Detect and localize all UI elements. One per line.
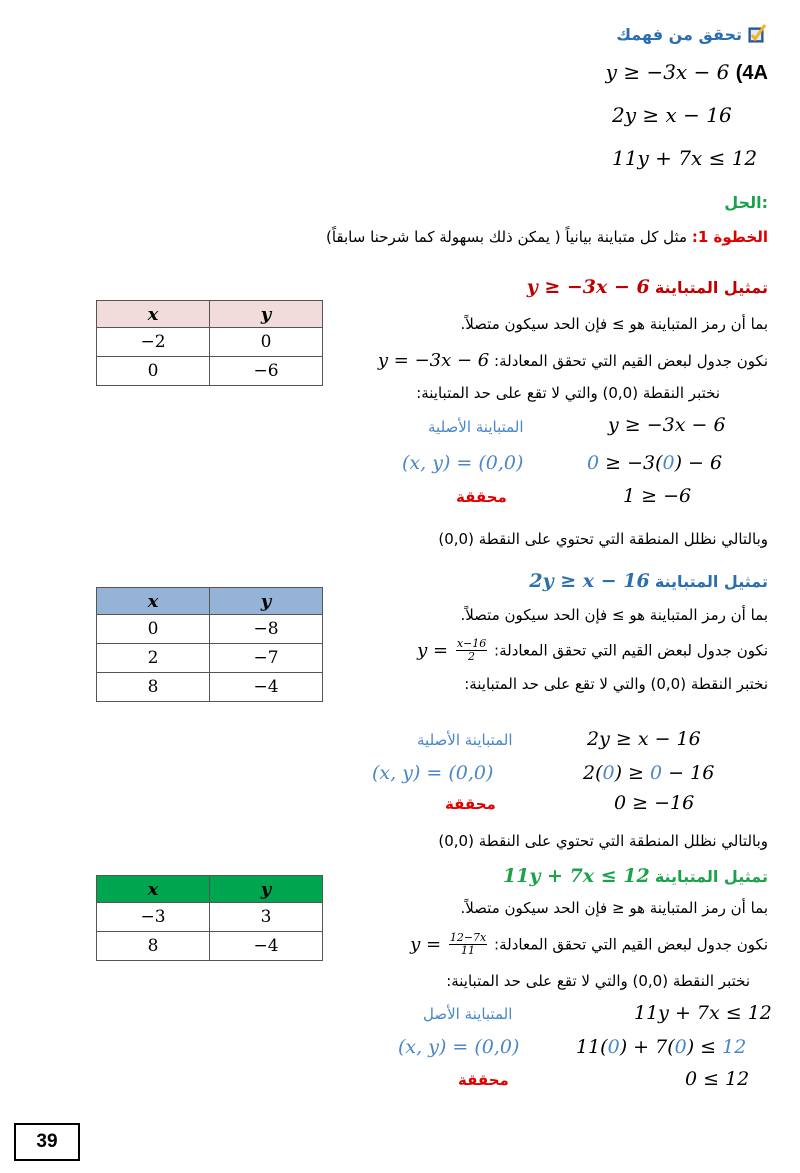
table-cell: 3	[210, 903, 323, 932]
section3-result-label: محققة	[458, 1071, 509, 1089]
page-number: 39	[14, 1123, 80, 1161]
checkbox-icon	[748, 24, 768, 44]
section1-title-text: تمثيل المتباينة	[654, 278, 768, 297]
frac-numerator: 12−7x	[449, 931, 487, 944]
section3-orig-math: 11y + 7x ≤ 12	[634, 1002, 772, 1024]
section2-point: (x, y) = (0,0)	[372, 762, 494, 784]
ineq-a-row	[606, 60, 768, 85]
check-header	[616, 24, 768, 44]
table-header-x: x	[97, 588, 210, 615]
table-cell: 8	[97, 932, 210, 961]
table-cell: −3	[97, 903, 210, 932]
section3-title-text: تمثيل المتباينة	[654, 867, 768, 886]
section3-line1: بما أن رمز المتباينة هو ≤ فإن الحد سيكون متصلاً.	[460, 899, 768, 917]
table-row	[97, 357, 323, 386]
section3-sub-mid: ) + 7(	[619, 1036, 675, 1058]
section1-line2-text: نكون جدول لبعض القيم التي تحقق المعادلة:	[494, 352, 768, 370]
ineq-a: y ≥ −3x − 6	[605, 60, 730, 84]
section1-orig-label: المتباينة الأصلية	[428, 418, 524, 436]
section1-sub-post: ) − 6	[674, 452, 723, 474]
section3-orig-label: المتباينة الأصل	[423, 1005, 513, 1023]
table-cell: 2	[97, 644, 210, 673]
table-cell: 8	[97, 673, 210, 702]
table-row	[97, 644, 323, 673]
problem-label: (4A	[735, 62, 768, 84]
frac-denominator: 2	[468, 650, 476, 663]
table-row	[97, 903, 323, 932]
frac-denominator: 11	[461, 944, 476, 957]
section2-result-math: 0 ≥ −16	[614, 792, 695, 814]
section1-table	[96, 300, 323, 386]
table-cell: −2	[97, 328, 210, 357]
section1-line1: بما أن رمز المتباينة هو ≥ فإن الحد سيكون متصلاً.	[460, 315, 768, 333]
section1-substitution: 0 ≥ −3(0) − 6	[587, 452, 723, 474]
table-row	[97, 615, 323, 644]
section1-result-math: 1 ≥ −6	[623, 485, 692, 507]
section3-result-math: 0 ≤ 12	[685, 1068, 750, 1090]
section3-table	[96, 875, 323, 961]
section2-orig-math: 2y ≥ x − 16	[587, 728, 701, 750]
table-cell: 0	[97, 615, 210, 644]
table-row	[97, 932, 323, 961]
section3-point: (x, y) = (0,0)	[398, 1036, 520, 1058]
table-cell: −8	[210, 615, 323, 644]
section1-title-math: y ≥ −3x − 6	[526, 276, 650, 298]
section3-sub-twelve: 12	[722, 1036, 747, 1058]
step1-text: مثل كل متباينة بيانياً ( يمكن ذلك بسهولة كما شرحنا سابقاً)	[326, 228, 688, 246]
section2-sub-pre: 2(	[583, 762, 603, 784]
section3-title-math: 11y + 7x ≤ 12	[502, 865, 650, 887]
section2-orig-label: المتباينة الأصلية	[417, 731, 513, 749]
frac-numerator: x−16	[456, 637, 487, 650]
section2-line2	[417, 638, 768, 663]
ineq-c: 11y + 7x ≤ 12	[612, 146, 758, 170]
section2-result-label: محققة	[445, 795, 496, 813]
section2-conclusion: وبالتالي نظلل المنطقة التي تحتوي على النقطة (0,0)	[438, 832, 768, 850]
section1-sub-zero-a: 0	[587, 452, 600, 474]
section2-sub-zero-a: 0	[602, 762, 615, 784]
section2-sub-zero-b: 0	[650, 762, 663, 784]
section1-point: (x, y) = (0,0)	[402, 452, 524, 474]
section2-line3: نختبر النقطة (0,0) والتي لا تقع على حد المتباينة:	[464, 675, 768, 693]
table-header-y: y	[210, 876, 323, 903]
section1-result-label: محققة	[456, 488, 507, 506]
section2-line1: بما أن رمز المتباينة هو ≥ فإن الحد سيكون متصلاً.	[460, 606, 768, 624]
solution-label: الحل:	[724, 193, 768, 212]
section3-sub-zero-b: 0	[674, 1036, 687, 1058]
section3-sub-post: ) ≤	[686, 1036, 723, 1058]
section3-substitution	[576, 1036, 746, 1058]
section1-line3: نختبر النقطة (0,0) والتي لا تقع على حد المتباينة:	[416, 384, 720, 402]
section1-title	[527, 276, 768, 298]
section2-title	[529, 570, 768, 592]
table-header-y: y	[210, 301, 323, 328]
section2-sub-post: − 16	[662, 762, 715, 784]
table-cell: −7	[210, 644, 323, 673]
section1-conclusion: وبالتالي نظلل المنطقة التي تحتوي على النقطة (0,0)	[438, 530, 768, 548]
table-cell: −4	[210, 932, 323, 961]
section2-table	[96, 587, 323, 702]
section2-title-math: 2y ≥ x − 16	[529, 570, 650, 592]
table-row	[97, 673, 323, 702]
table-header-x: x	[97, 301, 210, 328]
table-cell: −4	[210, 673, 323, 702]
table-header-x: x	[97, 876, 210, 903]
section3-line3: نختبر النقطة (0,0) والتي لا تقع على حد المتباينة:	[446, 972, 750, 990]
section2-sub-mid: ) ≥	[614, 762, 651, 784]
section2-line2-text: نكون جدول لبعض القيم التي تحقق المعادلة:	[494, 641, 768, 660]
check-title: تحقق من فهمك	[616, 24, 742, 44]
section3-line2	[410, 932, 768, 957]
section1-line2	[378, 350, 768, 371]
section3-sub-zero-a: 0	[607, 1036, 620, 1058]
section2-line2-math: y = $\frac{x-16}{2}$	[417, 637, 487, 663]
step1-line	[326, 228, 768, 246]
section3-title	[503, 865, 768, 887]
section2-title-text: تمثيل المتباينة	[654, 572, 768, 591]
section3-line2-math: y = $\frac{12-7x}{11}$	[410, 931, 487, 957]
table-row	[97, 328, 323, 357]
section3-line2-text: نكون جدول لبعض القيم التي تحقق المعادلة:	[494, 935, 768, 954]
table-cell: 0	[210, 328, 323, 357]
section1-sub-zero-b: 0	[662, 452, 675, 474]
table-cell: −6	[210, 357, 323, 386]
table-cell: 0	[97, 357, 210, 386]
ineq-b: 2y ≥ x − 16	[612, 103, 732, 127]
section2-substitution	[583, 762, 714, 784]
section3-sub-pre: 11(	[576, 1036, 608, 1058]
section1-orig-math: y ≥ −3x − 6	[608, 414, 726, 436]
section1-line2-math: y = −3x − 6	[377, 350, 490, 371]
table-header-y: y	[210, 588, 323, 615]
step1-label: الخطوة 1:	[691, 228, 768, 246]
